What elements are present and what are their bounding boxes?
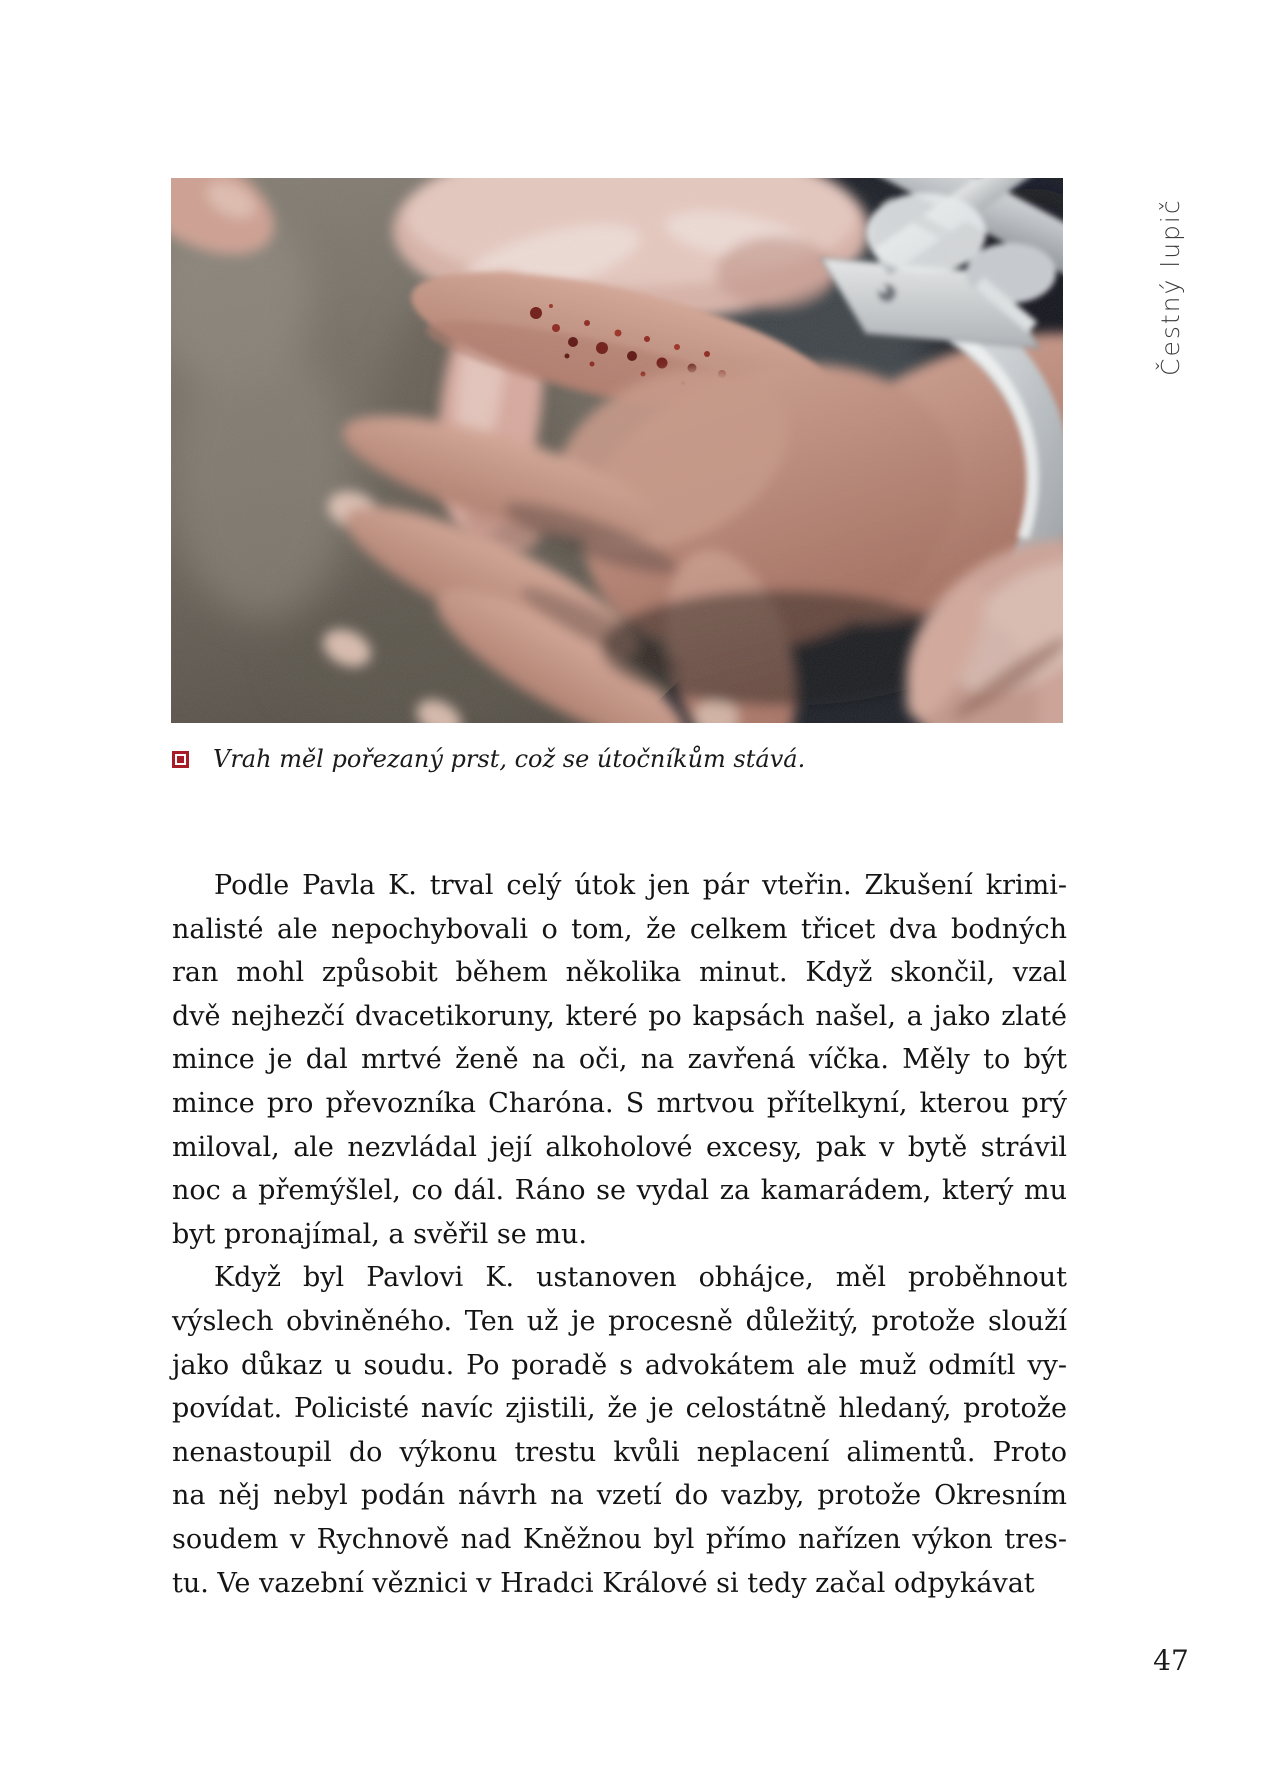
caption-square-icon <box>172 751 189 768</box>
body-line: jako důkaz u soudu. Po poradě s advokátem ale muž odmítl vy- <box>172 1349 1067 1381</box>
body-line: dvě nejhezčí dvacetikoruny, které po kapsách našel, a jako zlaté <box>172 1000 1067 1032</box>
body-line: povídat. Policisté navíc zjistili, že je celostátně hledaný, protože <box>172 1393 1067 1425</box>
body-line: nenastoupil do výkonu trestu kvůli neplacení alimentů. Proto <box>172 1436 1067 1468</box>
caption-square-icon-inner <box>177 756 184 763</box>
body-line: soudem v Rychnově nad Kněžnou byl přímo nařízen výkon tres- <box>172 1523 1067 1555</box>
body-line: mince je dal mrtvé ženě na oči, na zavřená víčka. Měly to být <box>172 1044 1067 1076</box>
photo-illustration <box>171 178 1063 723</box>
caption-text: Vrah měl pořezaný prst, což se útočníkům stává. <box>213 745 806 773</box>
body-line: tu. Ve vazební věznici v Hradci Králové si tedy začal odpykávat <box>172 1567 1035 1599</box>
body-line: na něj nebyl podán návrh na vzetí do vazby, protože Okresním <box>172 1480 1067 1512</box>
body-text <box>172 864 1067 1605</box>
photo-caption <box>172 744 805 774</box>
body-line: Když byl Pavlovi K. ustanoven obhájce, měl proběhnout <box>214 1262 1067 1294</box>
body-line: výslech obviněného. Ten už je procesně důležitý, protože slouží <box>172 1305 1067 1337</box>
running-header-vertical: Čestný lupič <box>1156 198 1185 376</box>
photo-grain-overlay <box>171 178 1063 723</box>
body-line: ran mohl způsobit během několika minut. Když skončil, vzal <box>172 957 1067 989</box>
body-line: nalisté ale nepochybovali o tom, že celkem třicet dva bodných <box>172 913 1067 945</box>
body-line: noc a přemýšlel, co dál. Ráno se vydal za kamarádem, který mu <box>172 1175 1067 1207</box>
body-line: miloval, ale nezvládal její alkoholové excesy, pak v bytě strávil <box>172 1131 1067 1163</box>
crime-scene-photo <box>171 178 1063 723</box>
page-number: 47 <box>1153 1644 1189 1677</box>
body-line: Podle Pavla K. trval celý útok jen pár vteřin. Zkušení krimi- <box>214 870 1067 901</box>
body-line: mince pro převozníka Charóna. S mrtvou přítelkyní, kterou prý <box>172 1087 1067 1119</box>
body-line: byt pronajímal, a svěřil se mu. <box>172 1218 587 1250</box>
